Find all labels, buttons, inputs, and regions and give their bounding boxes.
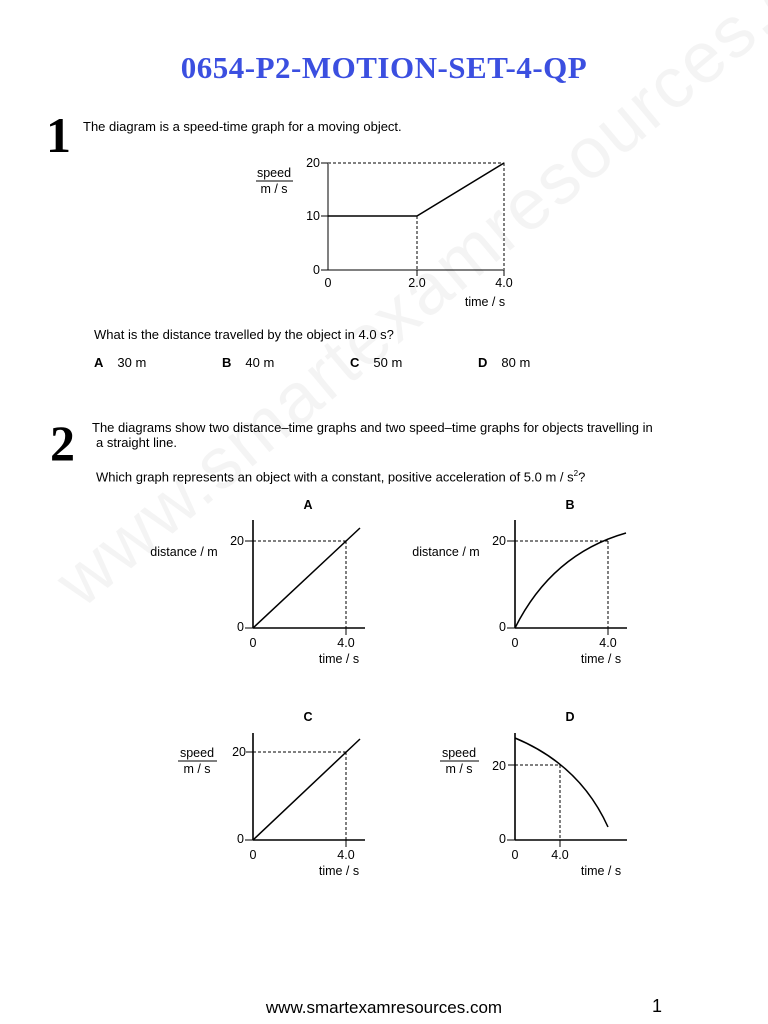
q1-option-d-text: 80 m: [501, 355, 531, 370]
q2-prompt-text: Which graph represents an object with a constant, positive acceleration of 5.0 m / s: [96, 469, 574, 485]
graph-d-ylabel-bottom: m / s: [445, 762, 473, 776]
q1-xtick-2: 2.0: [408, 276, 426, 290]
graph-c-xtick-4: 4.0: [337, 848, 355, 862]
q1-option-b-text: 40 m: [245, 355, 275, 370]
page-title: 0654-P2-MOTION-SET-4-QP: [180, 50, 588, 85]
q1-option-d[interactable]: [478, 355, 530, 370]
q1-ylabel-top: speed: [256, 166, 292, 180]
question-2-number: 2: [50, 415, 75, 471]
graph-d-ytick-0: 0: [499, 832, 506, 846]
q1-option-c-text: 50 m: [373, 355, 403, 370]
graph-d-curve: [515, 738, 608, 827]
graph-b-label: B: [565, 498, 575, 512]
q1-option-c[interactable]: [350, 355, 402, 370]
q1-option-d-letter: D: [478, 355, 488, 370]
graph-b-ytick-0: 0: [499, 620, 506, 634]
graph-d-xtick-4: 4.0: [551, 848, 569, 862]
graph-a-xlabel: time / s: [318, 652, 360, 666]
q1-ylabel-bottom: m / s: [260, 182, 288, 196]
graph-c-ylabel-top: speed: [179, 746, 215, 760]
graph-b-xtick-4: 4.0: [599, 636, 617, 650]
question-2-intro-line2: a straight line.: [96, 435, 177, 450]
q1-option-a[interactable]: [94, 355, 146, 370]
graph-b[interactable]: [402, 490, 642, 670]
graph-c-label: C: [303, 710, 313, 724]
graph-c-ytick-0: 0: [237, 832, 244, 846]
q1-xtick-4: 4.0: [495, 276, 513, 290]
graph-b-curve: [515, 533, 626, 628]
graph-a-label: A: [303, 498, 313, 512]
graph-a-xtick-0: 0: [249, 636, 257, 650]
question-1-prompt: What is the distance travelled by the object in 4.0 s?: [94, 327, 394, 342]
q1-xtick-0: 0: [324, 276, 332, 290]
graph-c-ylabel-bottom: m / s: [183, 762, 211, 776]
q1-xlabel: time / s: [464, 295, 506, 309]
graph-d-xlabel: time / s: [580, 864, 622, 878]
graph-b-xlabel: time / s: [580, 652, 622, 666]
graph-a-xtick-4: 4.0: [337, 636, 355, 650]
q1-option-c-letter: C: [350, 355, 360, 370]
graph-d-label: D: [565, 710, 575, 724]
graph-b-ytick-20: 20: [492, 534, 506, 548]
graph-d-ytick-20: 20: [492, 759, 506, 773]
q1-option-b[interactable]: [222, 355, 274, 370]
graph-a[interactable]: [140, 490, 380, 670]
graph-a-ylabel: distance / m: [150, 545, 218, 559]
q1-ytick-10: 10: [306, 209, 320, 223]
q2-prompt-sup: 2: [573, 469, 579, 478]
graph-d-ylabel-top: speed: [441, 746, 477, 760]
question-2-prompt: [96, 466, 585, 485]
q1-ytick-0: 0: [313, 263, 320, 277]
q1-option-b-letter: B: [222, 355, 232, 370]
page-number: 1: [652, 996, 663, 1016]
question-2-intro-line1: The diagrams show two distance–time graphs and two speed–time graphs for objects travelling in: [92, 420, 653, 435]
graph-c-line: [253, 739, 360, 840]
q2-prompt-end: ?: [578, 469, 586, 485]
graph-c-ytick-20: 20: [232, 745, 246, 759]
q1-option-a-text: 30 m: [117, 355, 147, 370]
graph-b-xtick-0: 0: [511, 636, 519, 650]
question-1-intro: The diagram is a speed-time graph for a moving object.: [83, 119, 402, 134]
graph-d[interactable]: [402, 703, 642, 883]
graph-c-xlabel: time / s: [318, 864, 360, 878]
question-1-number: 1: [46, 107, 71, 163]
q1-ytick-20: 20: [306, 156, 320, 170]
q1-speed-time-graph: [240, 150, 530, 315]
q1-speed-line: [328, 163, 504, 216]
graph-b-ylabel: distance / m: [412, 545, 480, 559]
graph-a-line: [253, 528, 360, 628]
footer-url[interactable]: www.smartexamresources.com: [265, 998, 503, 1017]
graph-d-xtick-0: 0: [511, 848, 519, 862]
graph-c-xtick-0: 0: [249, 848, 257, 862]
graph-a-ytick-0: 0: [237, 620, 244, 634]
q1-option-a-letter: A: [94, 355, 104, 370]
graph-a-ytick-20: 20: [230, 534, 244, 548]
graph-c[interactable]: [140, 703, 380, 883]
